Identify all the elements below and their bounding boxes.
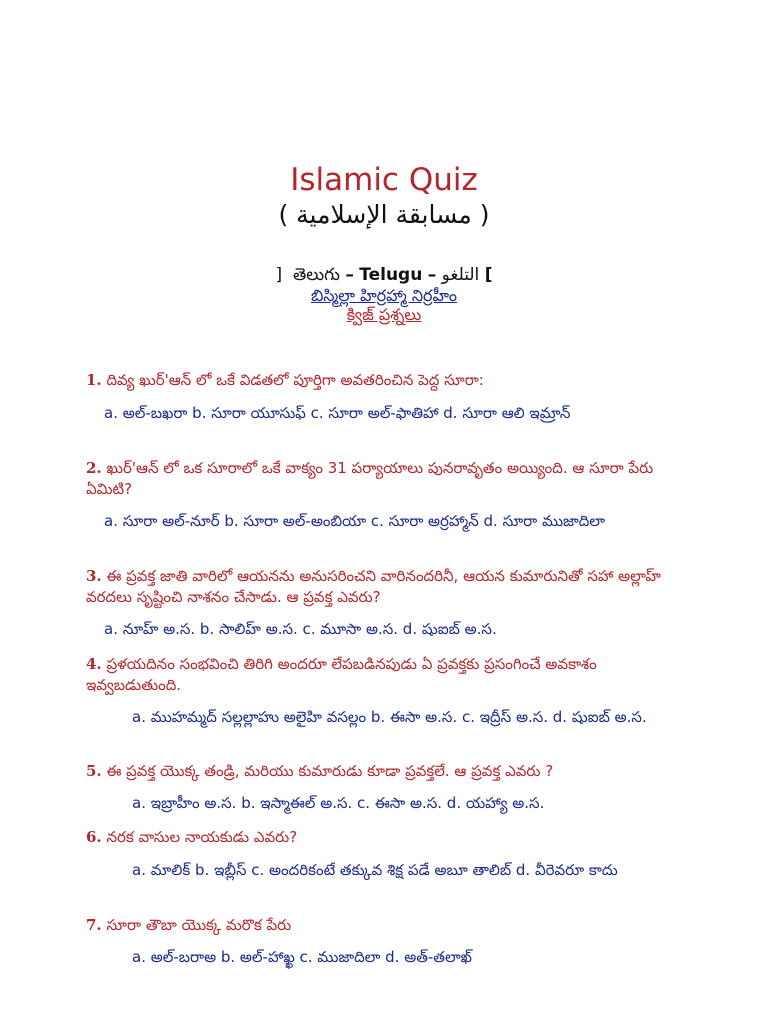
open-bracket: ] bbox=[275, 265, 283, 285]
question-text: ప్రళయదినం సంభవించి తిరిగి అందరూ లేపబడినపుడు ఏ ప్రవక్తకు ప్రసంగించే అవకాశం ఇవ్వబడుతుంది. bbox=[86, 655, 597, 694]
question-text: సూరా తౌబా యొక్క మరొక పేరు bbox=[106, 916, 292, 934]
page-title: Islamic Quiz bbox=[290, 162, 478, 198]
options-6: a. మాలిక్ b. ఇబ్లీస్ c. అందరికంటే తక్కువ శిక్ష పడే అబూ తాలిబ్ d. వీరెవరూ కాదు bbox=[132, 861, 618, 879]
question-2 bbox=[86, 458, 686, 500]
language-english: Telugu bbox=[359, 265, 423, 285]
options-3: a. నూహ్ అ.స. b. సాలిహ్ అ.స. c. మూసా అ.స. d. షుఐబ్ అ.స. bbox=[104, 620, 497, 638]
arabic-subtitle: ( مسابقة الإسلامية ) bbox=[278, 200, 490, 229]
question-text: ఈ ప్రవక్త జాతి వారిలో ఆయనను అనుసరించని వారినందరినీ, ఆయన కుమారునితో సహా అల్లాహ్ వరదలు సృష్టించి నాశనం చేసాడు. ఆ ప్రవక్త ఎవరు? bbox=[86, 567, 661, 606]
question-6 bbox=[86, 827, 686, 848]
question-5 bbox=[86, 761, 686, 782]
quiz-heading bbox=[0, 305, 768, 328]
options-1: a. అల్-బఖరా b. సూరా యూసుఫ్ c. సూరా అల్-ఫాతిహా d. సూరా ఆలి ఇమ్రాన్ bbox=[104, 404, 571, 422]
options-7: a. అల్-బరాఅ b. అల్-హాఖ్ఖ c. ముజాదిలా d. అత్-తలాఖ్ bbox=[132, 948, 472, 966]
close-bracket: [ bbox=[484, 265, 493, 285]
quiz-heading-text: క్విజ్ ప్రశ్నలు bbox=[346, 305, 422, 324]
question-number: 6. bbox=[86, 828, 102, 846]
question-text: ఈ ప్రవక్త యొక్క తండ్రి, మరియు కుమారుడు కూడా ప్రవక్తలే. ఆ ప్రవక్త ఎవరు ? bbox=[106, 762, 554, 780]
language-arabic: التلغو bbox=[441, 265, 480, 285]
options-4: a. ముహమ్మద్ సల్లల్లాహు అలైహి వసల్లం b. ఈసా అ.స. c. ఇద్రీస్ అ.స. d. షుఐబ్ అ.స. bbox=[132, 708, 647, 726]
question-7 bbox=[86, 915, 686, 936]
question-number: 4. bbox=[86, 655, 102, 673]
question-text: నరక వాసుల నాయకుడు ఎవరు? bbox=[106, 828, 298, 846]
question-4 bbox=[86, 654, 686, 696]
question-number: 1. bbox=[86, 371, 102, 389]
question-number: 7. bbox=[86, 916, 102, 934]
question-3 bbox=[86, 566, 686, 608]
language-telugu: తెలుగు bbox=[292, 265, 340, 285]
question-1 bbox=[86, 370, 686, 391]
question-number: 2. bbox=[86, 459, 102, 477]
question-number: 3. bbox=[86, 567, 102, 585]
options-2: a. సూరా అల్-నూర్ b. సూరా అల్-అంబియా c. సూరా అర్రహ్మాన్ d. సూరా ముజాదిలా bbox=[104, 512, 606, 530]
question-text: దివ్య ఖుర్'ఆన్ లో ఒకే విడతలో పూర్తిగా అవతరించిన పెద్ద సూరా: bbox=[106, 371, 484, 389]
options-5: a. ఇబ్రాహీం అ.స. b. ఇస్మాఈల్ అ.స. c. ఈసా అ.స. d. యహ్యా అ.స. bbox=[132, 794, 545, 812]
question-text: ఖుర్'ఆన్ లో ఒక సూరాలో ఒకే వాక్యం 31 పర్యాయాలు పునరావృతం అయ్యింది. ఆ సూరా పేరు ఏమిటి? bbox=[86, 459, 654, 498]
dash-2: – bbox=[427, 265, 437, 285]
question-number: 5. bbox=[86, 762, 102, 780]
bismillah-text: బిస్మిల్లా హిర్రహ్మా నిర్రహీం bbox=[310, 286, 458, 305]
dash-1: – bbox=[345, 265, 354, 285]
